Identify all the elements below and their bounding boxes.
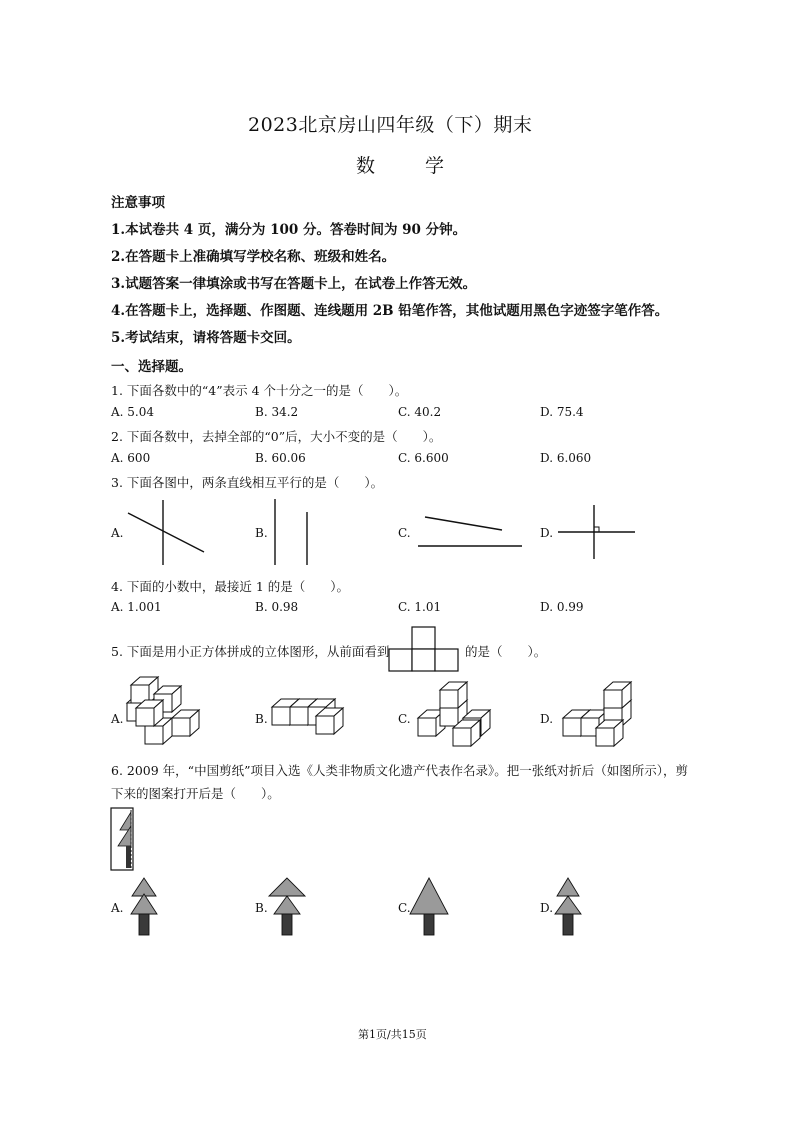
q2-option-a[interactable]: A. 600 — [111, 451, 151, 465]
question-4-stem: 4. 下面的小数中，最接近 1 的是（ ）。 — [111, 579, 350, 594]
notice-item: 1.本试卷共 4 页，满分为 100 分。答卷时间为 90 分钟。 — [111, 222, 467, 238]
notice-item: 3.试题答案一律填涂或书写在答题卡上，在试卷上作答无效。 — [111, 276, 477, 292]
q1-option-c[interactable]: C. 40.2 — [398, 405, 442, 419]
q6b-tree — [269, 878, 305, 935]
q5-option-d[interactable]: D. — [540, 712, 554, 726]
q5-option-c[interactable]: C. — [398, 712, 411, 726]
q6-option-a[interactable]: A. — [111, 901, 124, 915]
q5-option-a[interactable]: A. — [111, 712, 124, 726]
section-heading: 一、选择题。 — [111, 359, 192, 375]
notice-item: 4.在答题卡上，选择题、作图题、连线题用 2B 铅笔作答，其他试题用黑色字迹签字笔作答。 — [111, 303, 669, 319]
q6-option-d[interactable]: D. — [540, 901, 554, 915]
q2-option-b[interactable]: B. 60.06 — [255, 451, 306, 465]
question-2-stem: 2. 下面各数中，去掉全部的“0”后，大小不变的是（ ）。 — [111, 429, 442, 444]
q3-option-d[interactable]: D. — [540, 526, 554, 540]
q4-option-b[interactable]: B. 0.98 — [255, 600, 299, 614]
q2-option-d[interactable]: D. 6.060 — [540, 451, 592, 465]
question-6-stem-line-2: 下来的图案打开后是（ ）。 — [111, 786, 280, 801]
q3-option-b[interactable]: B. — [255, 526, 268, 540]
page-number: 第1页/共15页 — [358, 1028, 427, 1041]
q3-option-a[interactable]: A. — [111, 526, 124, 540]
question-6-stem-line-1: 6. 2009 年，“中国剪纸”项目入选《人类非物质文化遗产代表作名录》。把一张纸对折后（如图所示），剪 — [111, 763, 688, 778]
q6c-tree — [410, 878, 448, 935]
q6-option-b[interactable]: B. — [255, 901, 268, 915]
q1-option-b[interactable]: B. 34.2 — [255, 405, 299, 419]
question-1-stem: 1. 下面各数中的“4”表示 4 个十分之一的是（ ）。 — [111, 383, 408, 398]
notice-item: 2.在答题卡上准确填写学校名称、班级和姓名。 — [111, 249, 396, 265]
notice-item: 5.考试结束，请将答题卡交回。 — [111, 330, 301, 346]
question-3-stem: 3. 下面各图中，两条直线相互平行的是（ ）。 — [111, 475, 384, 490]
q1-option-a[interactable]: A. 5.04 — [111, 405, 155, 419]
q3-option-c[interactable]: C. — [398, 526, 411, 540]
q6a-tree — [131, 878, 157, 935]
q1-option-d[interactable]: D. 75.4 — [540, 405, 584, 419]
page-title: 2023北京房山四年级（下）期末 — [248, 114, 533, 136]
question-5-stem-before: 5. 下面是用小正方体拼成的立体图形，从前面看到 — [111, 644, 390, 659]
q6-option-c[interactable]: C. — [398, 901, 411, 915]
subject-title: 数 学 — [356, 155, 467, 177]
q6d-tree — [555, 878, 581, 935]
q4-option-a[interactable]: A. 1.001 — [111, 600, 162, 614]
notice-heading: 注意事项 — [111, 195, 165, 211]
q2-option-c[interactable]: C. 6.600 — [398, 451, 449, 465]
q4-option-d[interactable]: D. 0.99 — [540, 600, 584, 614]
q5-option-b[interactable]: B. — [255, 712, 268, 726]
q4-option-c[interactable]: C. 1.01 — [398, 600, 442, 614]
question-5-stem-after: 的是（ ）。 — [465, 644, 547, 659]
